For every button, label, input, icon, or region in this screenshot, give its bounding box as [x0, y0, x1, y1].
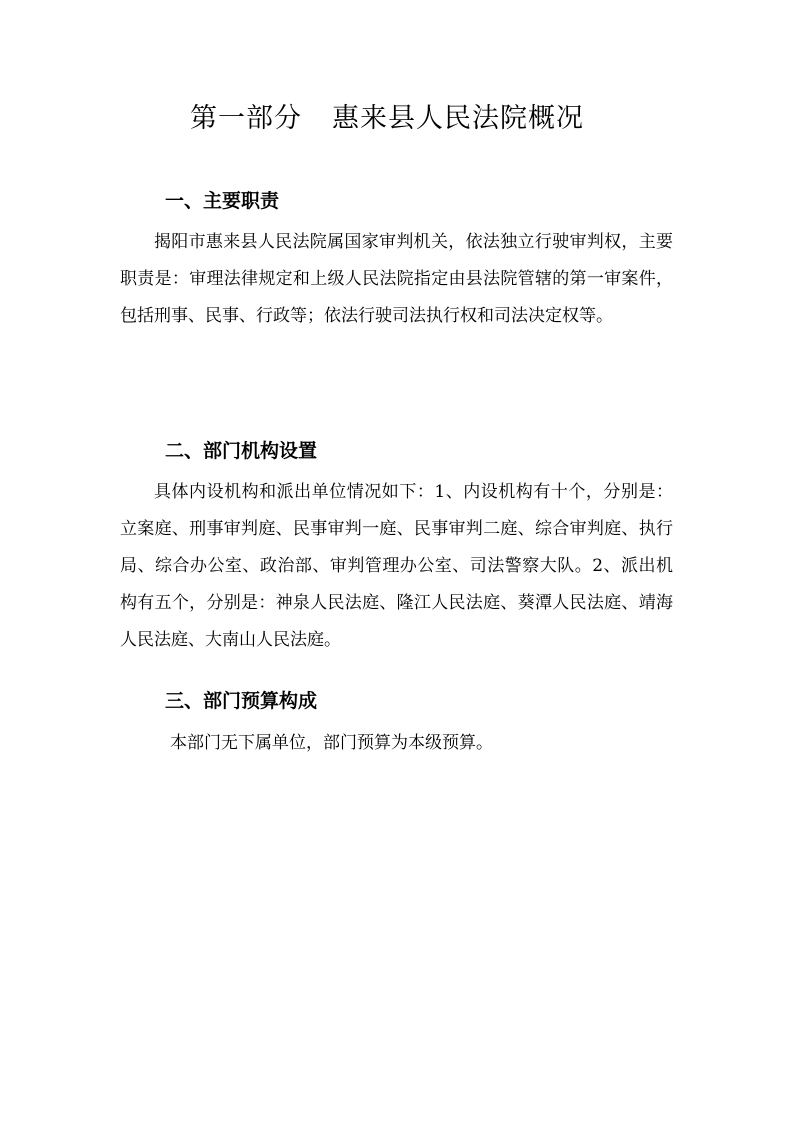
section-body-organization: 具体内设机构和派出单位情况如下：1、内设机构有十个，分别是：立案庭、刑事审判庭、民事审判一庭、民事审判二庭、综合审判庭、执行局、综合办公室、政治部、审判管理办公室、司法警察大队。2、派出机构有五个，分别是：神泉人民法庭、隆江人民法庭、葵潭人民法庭、靖海人民法庭、大南山人民法庭。 — [120, 482, 673, 650]
title-part: 第一部分 — [190, 103, 302, 134]
page-title — [190, 101, 630, 137]
section-heading-organization: 二、部门机构设置 — [165, 440, 318, 462]
section-body-responsibilities: 揭阳市惠来县人民法院属国家审判机关，依法独立行驶审判权，主要职责是：审理法律规定和上级人民法院指定由县法院管辖的第一审案件，包括刑事、民事、行政等；依法行驶司法执行权和司法决定权等。 — [120, 232, 673, 326]
section-heading-responsibilities: 一、主要职责 — [165, 190, 280, 212]
title-name: 惠来县人民法院概况 — [332, 103, 584, 134]
section-heading-budget: 三、部门预算构成 — [165, 690, 318, 712]
section-body-budget: 本部门无下属单位，部门预算为本级预算。 — [170, 733, 493, 753]
